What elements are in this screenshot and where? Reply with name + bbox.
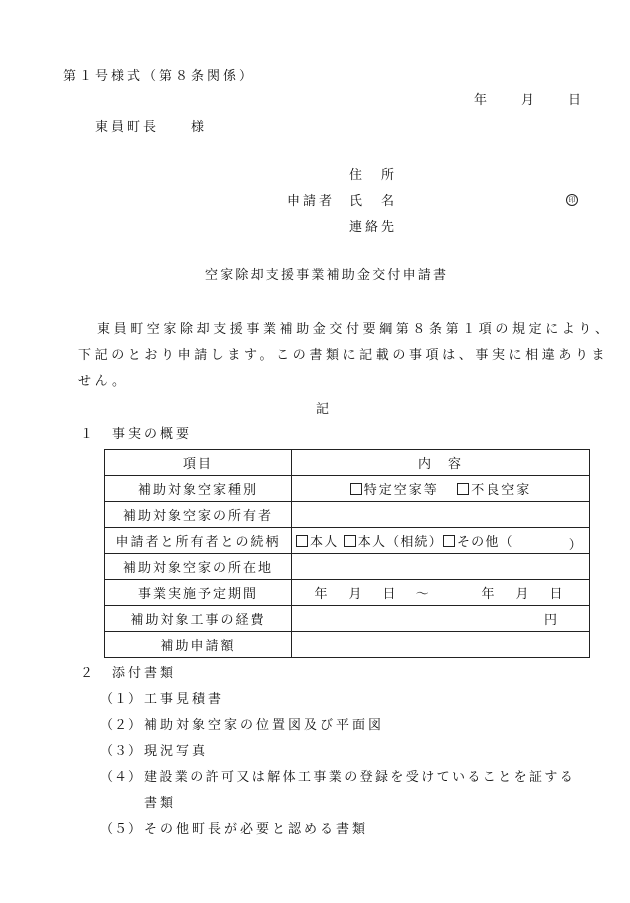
name-label: 氏 名	[349, 194, 398, 209]
row-label: 補助対象空家種別	[105, 476, 292, 502]
row-label: 事業実施予定期間	[105, 580, 292, 606]
option-honnin-souzoku: 本人（相続）	[357, 535, 443, 550]
table-row	[105, 606, 590, 632]
period-end: 年 月 日	[481, 587, 567, 602]
date-month-label: 月	[521, 93, 538, 108]
owner-field[interactable]	[292, 502, 590, 528]
row-label: 補助申請額	[105, 632, 292, 658]
subsidy-amount-field[interactable]	[292, 632, 590, 658]
attachment-num: （３）	[100, 744, 143, 759]
attachment-text: 工事見積書	[144, 692, 225, 707]
cost-field[interactable]	[292, 606, 590, 632]
body-line-1: 東員町空家除却支援事業補助金交付要綱第８条第１項の規定により、	[97, 322, 612, 337]
contact-label: 連絡先	[349, 220, 398, 235]
checkbox-honnin[interactable]	[296, 535, 308, 547]
header-item: 項目	[105, 450, 292, 476]
attachment-text: その他町長が必要と認める書類	[144, 822, 369, 837]
attachment-text: 建設業の許可又は解体工事業の登録を受けていることを証する	[144, 770, 576, 785]
cost-unit: 円	[543, 613, 559, 628]
table-row	[105, 554, 590, 580]
attachment-text: 補助対象空家の位置図及び平面図	[144, 718, 385, 733]
checkbox-tokutei[interactable]	[350, 483, 362, 495]
option-other: その他（	[456, 535, 514, 550]
attachment-num: （４）	[100, 770, 143, 785]
table-row	[105, 632, 590, 658]
attachment-text-cont: 書類	[144, 796, 177, 811]
row-label: 補助対象空家の所有者	[105, 502, 292, 528]
table-row	[105, 502, 590, 528]
table-row	[105, 528, 590, 554]
checkbox-other[interactable]	[443, 535, 455, 547]
option-honnin: 本人	[310, 535, 339, 550]
date-year-label: 年	[474, 93, 491, 108]
option-furyo: 不良空家	[471, 483, 532, 498]
attachment-num: （２）	[100, 718, 143, 733]
body-line-3: せん。	[78, 374, 129, 389]
location-field[interactable]	[292, 554, 590, 580]
row-label: 補助対象工事の経費	[105, 606, 292, 632]
row-label: 補助対象空家の所在地	[105, 554, 292, 580]
address-label: 住 所	[349, 168, 398, 183]
ki-mark: 記	[316, 402, 333, 417]
table-header-row	[105, 450, 590, 476]
facts-table	[104, 449, 590, 658]
attachment-text: 現況写真	[144, 744, 209, 759]
row-label: 申請者と所有者との続柄	[105, 528, 292, 554]
attachment-num: （１）	[100, 692, 143, 707]
option-tokutei: 特定空家等	[363, 483, 439, 498]
period-start: 年 月 日	[314, 587, 400, 602]
attachment-num: （５）	[100, 822, 143, 837]
form-number: 第１号様式（第８条関係）	[63, 69, 256, 84]
section2-heading: ２ 添付書類	[80, 666, 177, 681]
period-field[interactable]	[292, 580, 590, 606]
option-other-close: ）	[568, 538, 583, 553]
applicant-label: 申請者	[287, 194, 336, 209]
table-row	[105, 476, 590, 502]
vacant-type-options	[292, 476, 590, 502]
relation-options	[292, 528, 590, 554]
addressee: 東員町長 様	[95, 120, 208, 135]
body-line-2: 下記のとおり申請します。この書類に記載の事項は、事実に相違ありま	[78, 348, 609, 363]
checkbox-furyo[interactable]	[457, 483, 469, 495]
period-tilde: ～	[415, 587, 433, 602]
table-row	[105, 580, 590, 606]
header-content: 内 容	[292, 450, 590, 476]
section1-heading: １ 事実の概要	[80, 427, 193, 442]
seal-mark: 印	[566, 194, 578, 206]
checkbox-honnin-souzoku[interactable]	[344, 535, 356, 547]
document-title: 空家除却支援事業補助金交付申請書	[205, 268, 449, 283]
date-day-label: 日	[568, 93, 585, 108]
